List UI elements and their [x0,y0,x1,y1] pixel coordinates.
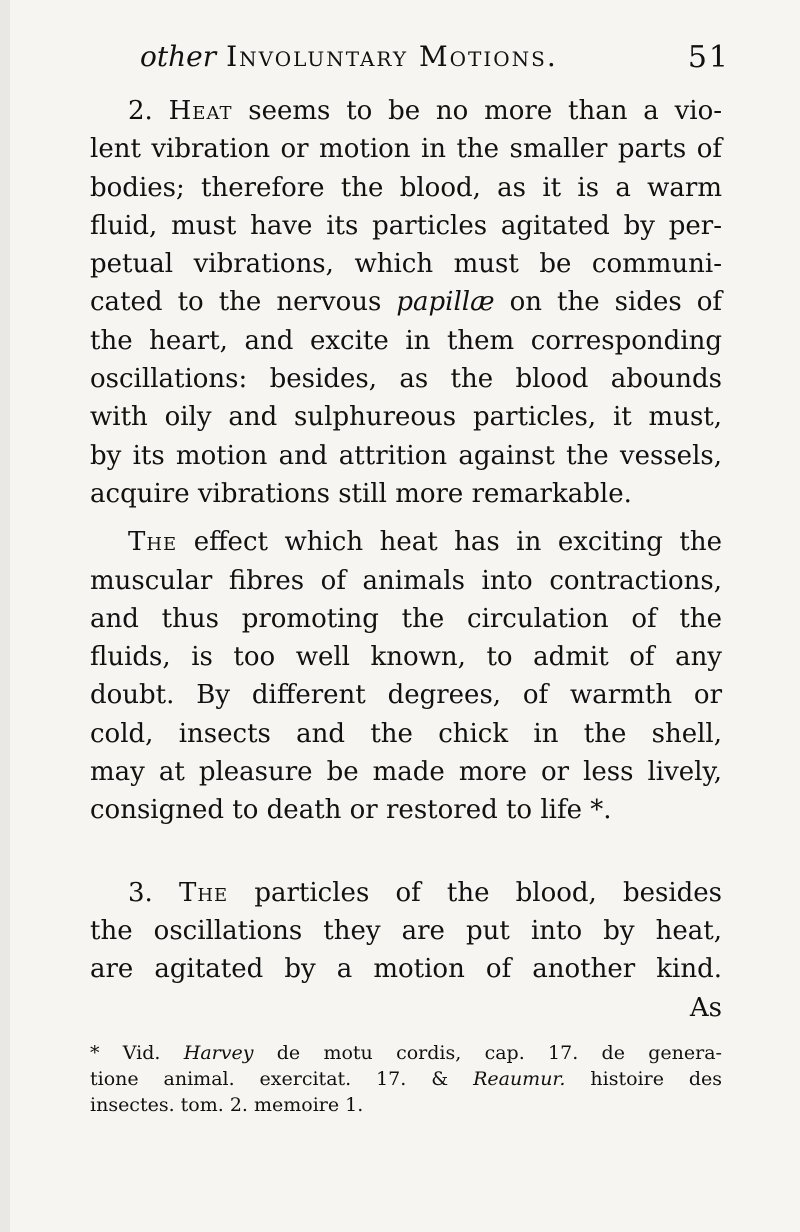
text-line: and thus promoting the circulation of the [90,603,722,634]
text-segment: tione animal. exercitat. 17. & [90,1068,449,1090]
running-header-title: Involuntary Motions. [226,40,558,73]
text-segment: effect which heat has in exciting the [193,527,723,558]
paragraph-particles [90,874,722,1027]
text-segment: cated to the nervous [90,287,382,318]
text-line: with oily and sulphureous particles, it must, [90,402,722,433]
section-numeral: 2. [128,96,153,126]
italic-author: Reaumur. [473,1068,566,1090]
text-segment: de motu cordis, cap. 17. de genera- [276,1042,722,1064]
running-header [140,40,740,84]
text-line: the heart, and excite in them corresponding [90,325,722,356]
text-segment: on the sides of [509,287,723,318]
footnote [90,1040,722,1118]
footnote-line [90,1066,722,1092]
running-header-lead: other [140,40,217,73]
catchword: As [689,992,722,1023]
paragraph-effect [90,523,722,829]
text-line: bodies; therefore the blood, as it is a warm [90,172,722,203]
footnote-line: insectes. tom. 2. memoire 1. [90,1094,364,1116]
paragraph-heat [90,92,722,513]
text-segment: histoire des [590,1068,722,1090]
italic-author: Harvey [183,1042,254,1064]
lead-word: Heat [168,96,233,126]
text-segment: * Vid. [90,1042,161,1064]
text-line: doubt. By different degrees, of warmth or [90,680,722,711]
text-segment: seems to be no more than a vio- [248,96,723,126]
text-line: are agitated by a motion of another kind. [90,954,722,985]
text-line: acquire vibrations still more remarkable. [90,478,632,509]
text-line: petual vibrations, which must be communi- [90,249,722,280]
text-line [90,523,722,561]
text-line: cold, insects and the chick in the shell, [90,718,722,749]
text-line: fluids, is too well known, to admit of any [90,642,722,673]
page-number: 51 [687,40,730,75]
text-line [90,874,722,912]
text-line: may at pleasure be made more or less lively, [90,757,722,788]
text-line: the oscillations they are put into by heat, [90,915,722,946]
text-line [90,283,722,321]
text-line: lent vibration or motion in the smaller parts of [90,134,722,165]
section-numeral: 3. [128,877,153,908]
text-segment: particles of the blood, besides [254,877,723,908]
body-text [90,92,722,1027]
text-line: fluid, must have its particles agitated by per- [90,210,722,241]
text-line: by its motion and attrition against the vessels, [90,440,722,471]
text-line [90,92,722,130]
lead-word: The [128,527,178,558]
lead-word: The [178,877,229,908]
italic-term: papillæ [396,287,495,318]
footnote-line [90,1040,722,1066]
text-line: oscillations: besides, as the blood abounds [90,364,722,395]
text-line: muscular fibres of animals into contractions, [90,565,722,596]
text-line: consigned to death or restored to life *. [90,795,612,826]
